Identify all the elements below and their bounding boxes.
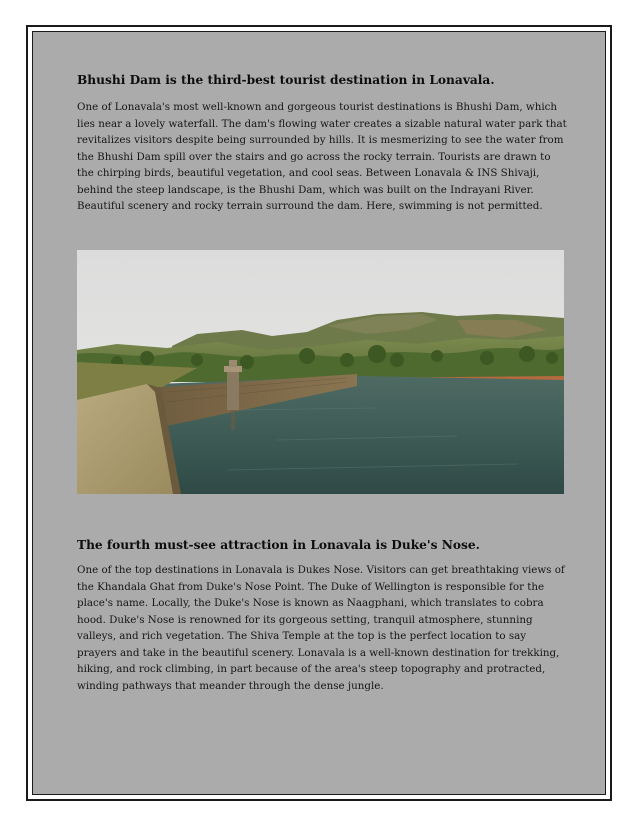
- section-heading-dukes-nose: The fourth must-see attraction in Lonavala is Duke's Nose.: [77, 538, 480, 552]
- section-body-bhushi-dam: One of Lonavala's most well-known and gorgeous tourist destinations is Bhushi Dam, which lies near a lovely waterfall. The dam's flowing water creates a sizable natural water park that revitalizes visitors despite being surrounded by hills. It is mesmerizing to see the water from the Bhushi Dam spill over the stairs and go across the rocky terrain. Tourists are drawn to the chirping birds, beautiful vegetation, and cool seas. Between Lonavala & INS Shivaji, behind the steep landscape, is the Bhushi Dam, which was built on the Indrayani River. Beautiful scenery and rocky terrain surround the dam. Here, swimming is not permitted.: [77, 101, 567, 212]
- section-heading-bhushi-dam: Bhushi Dam is the third-best tourist destination in Lonavala.: [77, 73, 495, 87]
- section-body-dukes-nose: One of the top destinations in Lonavala is Dukes Nose. Visitors can get breathtaking views of the Khandala Ghat from Duke's Nose Point. The Duke of Wellington is responsible for the place's name. Locally, the Duke's Nose is known as Naagphani, which translates to cobra hood. Duke's Nose is renowned for its gorgeous setting, tranquil atmosphere, stunning valleys, and rich vegetation. The Shiva Temple at the top is the perfect location to say prayers and take in the beautiful scenery. Lonavala is a well-known destination for trekking, hiking, and rock climbing, in part because of the area's steep topography and protracted, winding pathways that meander through the dense jungle.: [77, 564, 565, 692]
- bhushi-dam-photo: [77, 250, 564, 494]
